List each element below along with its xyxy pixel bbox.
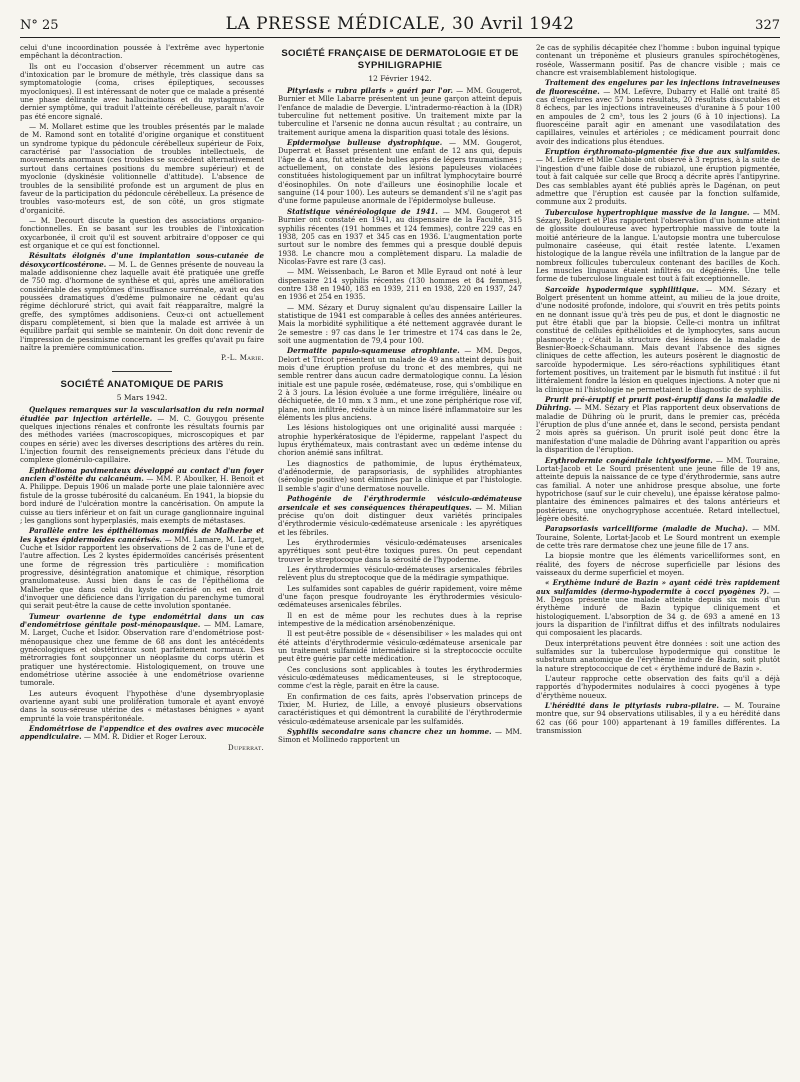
paragraph: Il en est de même pour les rechutes dues à la reprise intempestive de la médication arsénobenzénique.	[278, 610, 522, 628]
session-date: 12 Février 1942.	[368, 74, 432, 83]
column-middle	[278, 44, 522, 1079]
paragraph: — M. Decourt discute la question des associations organico-fonctionnelles. En se basant sur les troubles de l'intoxication oxycarbonée, il croit qu'il est souvent arbitraire d'opposer ce qui est organique et ce qui est fonctionnel.	[20, 215, 264, 250]
communication-body: — MM. Lamare, M. Larget, Cuche et Isidor. Observation rare d'endométriose post-ménopausique chez une femme de 68 ans dont les antécédents gynécologiques et obstétricaux sont parfaitement normaux. Des métrorragies font soupçonner un néoplasme du corps utérin et pratiquer une hystérectomie. Histologiquement, on trouve une endométriose utérine associée à une endométriose ovarienne tumorale.	[20, 619, 264, 688]
paragraph: Il est peut-être possible de « désensibiliser » les malades qui ont été atteints d'érythrodermie vésiculo-œdémateuse arsenicale par un traitement sulfamidé intermédiaire si la streptococcie occulte peut être guérie par cette médication.	[278, 629, 522, 664]
communication-title: Pathogénie de l'érythrodermie vésiculo-œdémateuse arsenicale et ses conséquences thérapeutiques.	[278, 494, 522, 512]
text-columns	[20, 44, 780, 1079]
communication-body: — MM. P. Aboulker, H. Benoit et A. Philippe. Depuis 1906 un malade porte une plaie talonnière avec fistule de la grosse tubérosité du calcanéum. En 1941, la biopsie du bord induré de l'ulcération montre la cancérisation. On ampute la cuisse au tiers inférieur et on fait un curage ganglionnaire inguinal ; les ganglions sont hyperplasiés, mais exempts de métastases.	[20, 474, 264, 525]
communication-body: — M. C. Gouygou présente quelques injections rénales et confronte les résultats fournis par des méthodes variées (macroscopiques, microscopiques et par coupes en série) avec les diverses descriptions des artères du rein. L'injection fournit des renseignements précieux dans l'étude du complexe glomérulo-capillaire.	[20, 413, 264, 465]
communication-entry	[278, 728, 522, 745]
communication-entry	[278, 208, 522, 266]
communication-entry	[536, 209, 780, 284]
communication-title: Epithélioma pavimenteux développé au contact d'un foyer ancien d'ostéite du calcanéum.	[20, 465, 264, 484]
communication-entry	[20, 613, 264, 688]
communication-body: — M. L. de Gennes présente de nouveau la malade addisonienne chez laquelle avait été pratiquée une greffe de 750 mg. d'hormone de synthèse et qui, après une amélioration considérable des symptômes d'insuffisance surrénale, avait eu des poussées dramatiques d'œdème pulmonaire ne cédant qu'au régime déchloruré strict, qui avait fait réapparaître, malgré la greffe, des symptômes addisoniens. Ceux-ci ont actuellement disparu complètement, si bien que la malade est arrivée à un équilibre parfait qui semble se maintenir. On doit donc revenir de l'impression de pessimisme concernant les greffes qu'avait pu faire naître la première communication.	[20, 259, 264, 353]
paragraph: Les lésions histologiques ont une originalité aussi marquée : atrophie hyperkératosique de l'épiderme, rappelant l'aspect du lupus érythémateux, mais contrastant avec un œdème intense du chorion anémié sans infiltrat.	[278, 423, 522, 458]
paragraph: Les érythrodermies vésiculo-œdémateuses arsenicales apyrétiques sont peut-être toxiques pures. On peut cependant trouver le streptocoque dans la sérosité de l'hypoderme.	[278, 537, 522, 564]
communication-title: Erythrodermie congénitale ichtyosiforme.	[545, 455, 713, 465]
communication-entry	[20, 252, 264, 352]
communication-body: — MM. Touraine, Lortat-Jacob et Le Sourd présentent une jeune fille de 19 ans, atteinte depuis la naissance de ce type d'érythrodermie, sans autre cas familial. A noter une anhidrose presque absolue, une forte hypotrichose (sauf sur le cuir chevelu), une épaisse kératose palmo-plantaire des éminences palmaires et des talons antérieurs et postérieurs, une onychogryphose accentuée. Retard intellectuel, légère obésité.	[536, 455, 780, 523]
society-heading: SOCIÉTÉ FRANÇAISE DE DERMATOLOGIE ET DE SYPHILIGRAPHIE	[281, 48, 519, 71]
communication-body: — MM. Touraine, Solente, Lortat-Jacob et Le Sourd montrent un exemple de cette très rare dermatose chez une jeune fille de 17 ans.	[536, 524, 780, 550]
communication-title: Quelques remarques sur la vascularisation du rein normal étudiée par injection artérielle.	[20, 405, 264, 423]
journal-title: LA PRESSE MÉDICALE, 30 Avril 1942	[225, 14, 575, 34]
communication-body: — MM. Sézary et Bolgert présentent un homme atteint, au milieu de la joue droite, d'une nodosité profonde, indolore, qui s'ouvrit en très petits points en ne donnant issue qu'à très peu de pus, et dont le diagnostic ne put être établi que par la biopsie. Celle-ci montra un infiltrat constitué de cellules épithélioïdes et de lymphocytes, sans aucun plasmocyte ; c'était la structure des lésions de la maladie de Besnier-Boeck-Schaumann. Mais devant l'absence des signes cliniques de cette affection, les auteurs posèrent le diagnostic de sarcoïde hypodermique. Les séro-réactions syphilitiques étant fortement positives, un traitement par le bismuth fut institué : il fut littéralement fondre la lésion en quelques injections. A noter que ni la clinique ni l'histologie ne permettaient le diagnostic de syphilis.	[536, 284, 780, 394]
communication-title: Prurit pré-éruptif et prurit post-éruptif dans la maladie de Dühring.	[536, 395, 780, 413]
session-date: 5 Mars 1942.	[116, 393, 168, 403]
section-divider	[112, 371, 172, 372]
communication-entry	[536, 286, 780, 394]
communication-title: Syphilis secondaire sans chancre chez un homme.	[287, 727, 492, 737]
running-head	[20, 14, 780, 38]
communication-title: Tumeur ovarienne de type endométrial dans un cas d'endométriose génitale post-ménopausique.	[20, 611, 264, 629]
paragraph: celui d'une incoordination poussée à l'extrême avec hypertonie empêchant la décontraction.	[20, 44, 264, 61]
column-left	[20, 44, 264, 1079]
paragraph: 2e cas de syphilis décapitée chez l'homme : bubon inguinal typique contenant un tréponème et plusieurs granules spirochétogènes, roséole, Wassermann positif. Pas de chancre visible ; mais ce chancre est vraisemblablement histologique.	[536, 44, 780, 78]
paragraph: L'auteur rapproche cette observation des faits qu'il a déjà rapportés d'hypodermites nodulaires à cocci pyogènes à type d'érythème noueux.	[536, 674, 780, 700]
paragraph: En confirmation de ces faits, après l'observation princeps de Tixier, M. Huriez, de Lille, a envoyé plusieurs observations caractéristiques et qui démontrent la curabilité de l'érythrodermie vésiculo-œdémateuse arsenicale par les sulfamidés.	[278, 691, 522, 726]
issue-number: N° 25	[20, 18, 59, 33]
communication-body: — M. Milian précise qu'on doit distinguer deux variétés principales d'érythrodermie vésiculo-œdémateuse arsenicale : les apyrétiques et les fébriles.	[278, 502, 522, 537]
paragraph: La biopsie montre que les éléments varicelliformes sont, en réalité, des foyers de nécrose superficielle par lésions des vaisseaux du derme superficiel et moyen.	[536, 551, 780, 577]
communication-entry	[536, 525, 780, 550]
communication-body: — MM. Degos, Delort et Tricot présentent un malade de 49 ans atteint depuis huit mois d'une éruption profuse du tronc et des membres, qui ne semble rentrer dans aucun cadre dermatologique connu. La lésion initiale est une papule rosée, œdémateuse, rose, qui s'ombilique en 2 à 3 jours. La lésion évoluée a une forme irrégulière, linéaire ou déchiquetée, de 10 mm. x 3 mm., et une zone périphérique rose vif, plane, non infiltrée, réduite à un mince liséré inflammatoire sur les éléments les plus anciens.	[278, 346, 522, 423]
paragraph: — MM. Weissenbach, Le Baron et Mlle Eyraud ont noté à leur dispensaire 214 syphilis récentes (130 hommes et 84 femmes), contre 138 en 1940, 183 en 1939, 211 en 1938, 220 en 1937, 247 en 1936 et 254 en 1935.	[278, 267, 522, 302]
communication-entry	[536, 457, 780, 524]
communication-entry	[20, 527, 264, 610]
communication-body: — MM. R. Didier et Roger Leroux.	[83, 732, 207, 742]
communication-body: — MM. Gougerot et Burnier ont constaté en 1941, au dispensaire de la Faculté, 315 syphilis récentes (191 hommes et 124 femmes), contre 229 cas en 1938, 205 cas en 1937 et 345 cas en 1936. L'augmentation porte surtout sur le nombre des femmes qui a presque doublé depuis 1938. Le chancre mou a complètement disparu. La maladie de Nicolas-Favre est rare (3 cas).	[278, 206, 522, 266]
communication-body: — M. Touraine montre que, sur 94 observations utilisables, il y a eu hérédité dans 62 cas (66 pour 100) appartenant à 19 familles différentes. La transmission	[536, 701, 780, 736]
paragraph: Ils ont eu l'occasion d'observer récemment un autre cas d'intoxication par le bromure de méthyle, très classique dans sa symptomatologie (coma, crises épileptiques, secousses myocloniques). Il est intéressant de noter que ce malade a présenté une phase délirante avec hallucinations et du nystagmus. Ce dernier symptôme, qui traduit l'atteinte cérébelleuse, paraît n'avoir pas été encore signalé.	[20, 61, 264, 121]
society-heading: SOCIÉTÉ ANATOMIQUE DE PARIS	[60, 379, 224, 391]
communication-title: Epidermolyse bulleuse dystrophique.	[287, 138, 443, 148]
communication-body: — MM. Sézary et Plas rapportent deux observations de maladie de Dühring où le prurit, dans le premier cas, précéda l'éruption de plus d'une année et, dans le second, persista pendant 2 mois après sa guérison. Un prurit isolé peut donc être la manifestation d'une maladie de Dühring avant l'apparition ou après la disparition de l'éruption.	[536, 403, 780, 455]
communication-body: — MM. Lefèvre, Dubarry et Hallé ont traité 85 cas d'engelures avec 57 bons résultats, 20 résultats discutables et 8 échecs, par les injections intraveineuses d'uranine à 5 pour 100 en ampoules de 2 cm³, tous les 2 jours (6 à 10 injections). La fluorescéine paraît agir en amenant une vasodilatation des capillaires, veinules et artérioles ; ce médicament pourrait donc avoir des indications plus étendues.	[536, 86, 780, 146]
communication-body: — MM. Sézary, Bolgert et Plas rapportent l'observation d'un homme atteint de glossite douloureuse avec hypertrophie massive de toute la moitié antérieure de la langue. L'autopsie montra une tuberculose pulmonaire caséeuse, qui était restée latente. L'examen histologique de la langue révéla une infiltration de la langue par de nombreux follicules tuberculeux contenant des bacilles de Koch. Les muscles linguaux étaient infiltrés ou dégénérés. Une telle forme de tuberculose linguale est tout à fait exceptionnelle.	[536, 207, 780, 284]
communication-title: Tuberculose hypertrophique massive de la langue.	[545, 207, 750, 217]
paragraph: Les diagnostics de pathomimie, de lupus érythémateux, d'adénodermie, de parapsoriasis, de syphilides atrophiantes (sérologie positive) sont éliminés par la clinique et par l'histologie. Il semble s'agir d'une dermatose nouvelle.	[278, 458, 522, 493]
communication-body: — MM. Gougerot, Duperrat et Basset présentent une enfant de 12 ans qui, depuis l'âge de 4 ans, fut atteinte de bulles après de légers traumatismes ; actuellement, on constate des lésions papuleuses violacées constituées histologiquement par un infiltrat lymphocytaire bourré d'éosinophiles. On note d'ailleurs une éosinophilie locale et sanguine (14 pour 100). Les auteurs se demandent s'il ne s'agit pas d'une forme papuleuse anormale de l'épidermolyse bulleuse.	[278, 138, 522, 206]
communication-title: Eruption érythromato-pigmentée fixe due aux sulfamides.	[545, 147, 780, 157]
paragraph: Les auteurs évoquent l'hypothèse d'une dysembryoplasie ovarienne ayant subi une prolifération tumorale et ayant envoyé dans la sous-séreuse utérine des « métastases bénignes » ayant emprunté la voie transpéritonéale.	[20, 688, 264, 723]
communication-title: Pityriasis « rubra pilaris » guéri par l'or.	[287, 86, 453, 95]
communication-title: Statistique vénéréologique de 1941.	[287, 206, 438, 216]
communication-entry	[20, 467, 264, 525]
paragraph: Deux interprétations peuvent être données : soit une action des sulfamides sur la tuberculose hypodermique qui constitue le substratum anatomique de l'érythème induré de Bazin, soit plutôt la nature streptococcique de cet « érythème induré de Bazin ».	[536, 638, 780, 673]
communication-entry	[278, 347, 522, 422]
communication-title: Résultats éloignés d'une implantation sous-cutanée de désoxycorticostérone.	[20, 251, 264, 269]
communication-entry	[536, 148, 780, 206]
communication-entry	[536, 396, 780, 454]
paragraph: — M. Mollaret estime que les troubles présentés par le malade de M. Ramond sont en totalité d'origine organique et constituent un syndrome typique du pédoncule cérébelleux supérieur de Foix, caractérisé par l'association de troubles intellectuels, de mouvements anormaux (ces troubles se succèdent alternativement surtout dans certaines positions du membre supérieur) et de myoclonie (dyskinésie volitionnelle d'attitude). L'absence de troubles de la sensibilité profonde est un argument de plus en faveur de la participation du pédoncule cérébelleux. La présence de troubles vaso-moteurs est, de son côté, un gros stigmate d'organicité.	[20, 122, 264, 215]
page-number: 327	[755, 18, 780, 33]
paragraph: Les érythrodermies vésiculo-œdémateuses arsenicales fébriles relèvent plus du streptocoque que de la médiragie sympathique.	[278, 564, 522, 583]
communication-title: Endométriose de l'appendice et des ovaires avec mucocèle appendiculaire.	[20, 724, 264, 742]
communication-entry	[278, 139, 522, 206]
communication-entry	[536, 79, 780, 146]
communication-entry	[536, 579, 780, 637]
signature: P.-L. Marie.	[221, 354, 264, 363]
communication-title: « Erythème induré de Bazin » ayant cédé très rapidement aux sulfamides (dermo-hypodermite à cocci pyogènes ?).	[536, 578, 780, 596]
communication-title: Parallèle entre les épithéliomas momifiés de Malherbe et les kystes épidermoïdes cancérisés.	[20, 526, 264, 544]
column-right	[536, 44, 780, 1079]
communication-title: L'hérédité dans le pityriasis rubra-pilaire.	[545, 701, 719, 711]
communication-body: — MM. Gougerot, Burnier et Mlle Labarre présentent un jeune garçon atteint depuis l'enfance de maladie de Devergie. L'intradermo-réaction à la (IDR) tuberculine fut nettement positive. Un traitement mixte par la tuberculine et l'arsenic ne donna aucun résultat ; au contraire, un traitement aurique amena la disparition quasi totale des lésions.	[278, 86, 522, 137]
paragraph: Ces conclusions sont applicables à toutes les érythrodermies vésiculo-œdémateuses médicamenteuses, si le streptocoque, comme c'est la règle, parait en être la cause.	[278, 664, 522, 691]
communication-title: Parapsoriasis varicelliforme (maladie de Mucha).	[545, 524, 748, 534]
communication-entry	[536, 702, 780, 735]
communication-entry	[278, 87, 522, 137]
paragraph: — MM. Sézary et Duruy signalent qu'au dispensaire Lailler la statistique de 1941 est comparable à celles des années antérieures. Mais la morbidité syphilitique a été nettement aggravée durant le 2e semestre : 97 cas dans le 1er trimestre et 174 cas dans le 2e, soit une augmentation de 79,4 pour 100.	[278, 302, 522, 345]
communication-entry	[20, 725, 264, 742]
communication-body: — M. Lefèvre et Mlle Cabiale ont observé à 3 reprises, à la suite de l'ingestion d'une faible dose de rubiazol, une éruption pigmentée, tout à fait calquée sur celle que Brocq a décrite après l'antipyrine. Des cas semblables ayant été publiés après le Dagénan, on peut admettre que l'éruption est causée par la fonction sulfamide, commune aux 2 produits.	[536, 155, 780, 207]
communication-body: — M. Degos présente une malade atteinte depuis six mois d'un érythème induré de Bazin typique cliniquement et histologiquement. L'absorption de 34 g. de 693 a amené en 13 jours la disparition de l'infiltrat diffus et des infiltrats nodulaires qui composaient les placards.	[536, 586, 780, 638]
communication-body: — MM. Lamare, M. Larget, Cuche et Isidor rapportent les observations de 2 cas de l'une et de l'autre affection. Les 2 kystes épidermoïdes cancérisés présentent une forme de régression très particulière : momification progressive, désintégration anatomique et chimique, résorption granulomateuse. Aussi bien dans le cas de l'épithélioma de Malherbe que dans celui du kyste cancérisé on est en droit d'invoquer une déficience dans l'irrigation du parenchyme tumoral qui serait peut-être la cause de cette involution spontanée.	[20, 534, 264, 611]
communication-title: Dermatite papulo-squameuse atrophiante.	[287, 346, 460, 356]
communication-entry	[278, 495, 522, 537]
communication-title: Sarcoïde hypodermique syphilitique.	[545, 284, 699, 294]
communication-body: — MM. Simon et Mollinedo rapportent un	[278, 727, 522, 745]
paragraph: Les sulfamides sont capables de guérir rapidement, voire même d'une façon presque foudroyante les érythrodermies vésiculo-œdémateuses arsenicales fébriles.	[278, 583, 522, 610]
signature: Duperrat.	[228, 743, 264, 752]
communication-entry	[20, 406, 264, 464]
communication-title: Traitement des engelures par les injections intraveineuses de fluorescéine.	[536, 78, 780, 96]
